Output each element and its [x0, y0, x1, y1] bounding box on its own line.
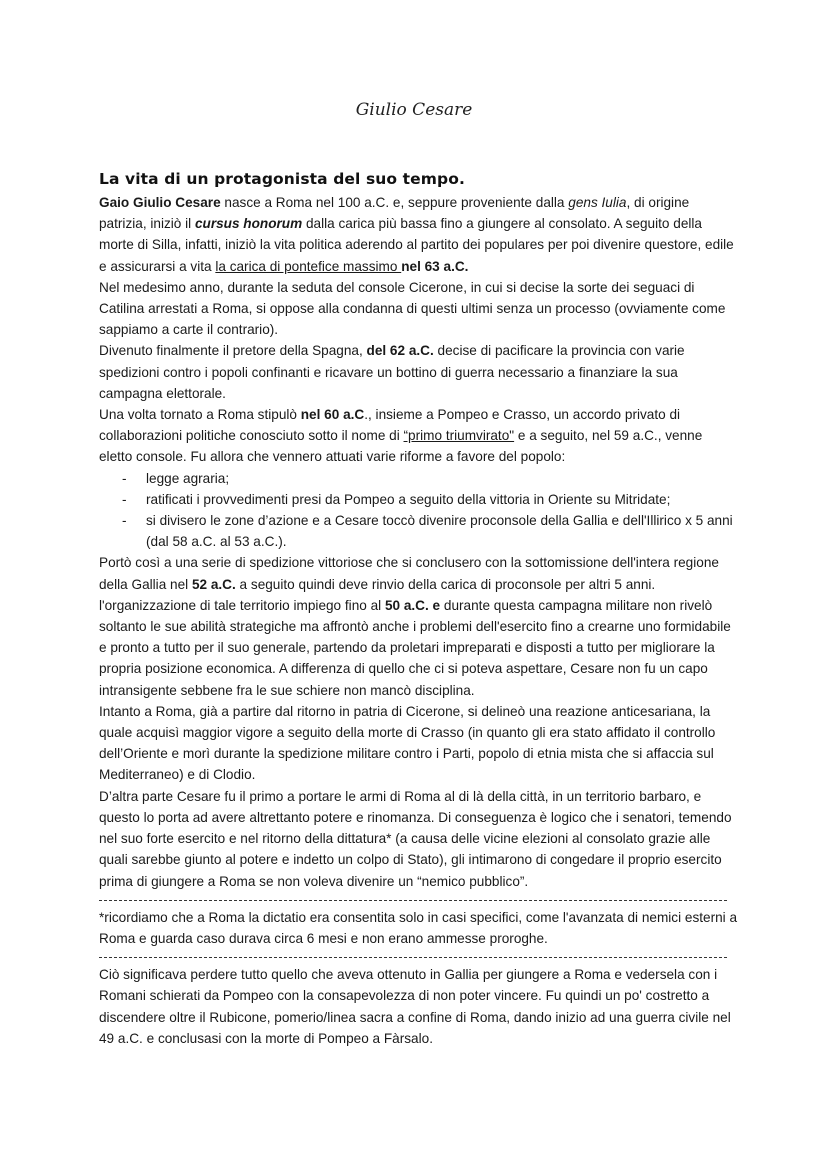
- document-title: Giulio Cesare: [355, 100, 473, 120]
- footnote-text: *ricordiamo che a Roma la dictatio era consentita solo in casi specifici, come l'avanzata di nemici esterni a Roma e guarda caso durava circa 6 mesi e non erano ammesse proroghe.: [99, 909, 738, 946]
- dash-bullet-icon: -: [122, 491, 127, 507]
- bolditalic-cursus: cursus honorum: [194, 216, 303, 232]
- underlined-triumvirato: “primo triumvirato": [403, 428, 515, 444]
- underlined-pontefice: la carica di pontefice massimo: [215, 258, 402, 274]
- italic-gens: gens Iulia: [568, 195, 627, 210]
- bold-name: Gaio Giulio Cesare: [99, 195, 221, 210]
- paragraph-anticesariana: Intanto a Roma, già a partire dal ritorno in patria di Cicerone, si delineò una reazione anticesariana, la quale acquisì maggior vigore a seguito della morte di Crasso (in quanto gli era stato affidato il controllo dell’Oriente e morì durante la spedizione militare contro i Parti, popolo di etnia mista che si affaccia sul Mediterraneo) e di Clodio.: [99, 703, 716, 783]
- paragraph-rubicone: Ciò significava perdere tutto quello che aveva ottenuto in Gallia per giungere a Roma e vedersela con i Romani schierati da Pompeo con la consapevolezza di non poter vincere. Fu quindi un po' costretto a discendere oltre il Rubicone, pomerio/linea sacra a confine di Roma, dando inizio ad una guerra civile nel 49 a.C. e conclusasi con la morte di Pompeo a Fàrsalo.: [99, 967, 731, 1046]
- dash-bullet-icon: -: [122, 513, 127, 529]
- paragraph-birth: Gaio Giulio Cesare nasce a Roma nel 100 a.C. e, seppure proveniente dalla gens Iulia, di origine patrizia, iniziò il cursus honorum dalla carica più bassa fino a giungere al consolato. A seguito della morte di Silla, infatti, iniziò la vita politica aderendo al partito dei populares per poi divenire questore, edile e assicurarsi a vita la carica di pontefice massimo nel 63 a.C.: [99, 195, 734, 274]
- bold-date-63: nel 63 a.C.: [401, 258, 469, 274]
- paragraph-senatori: D’altra parte Cesare fu il primo a portare le armi di Roma al di là della città, in un territorio barbaro, e questo lo porta ad avere altrettanto potere e rinomanza. Di conseguenza è logico che i senatori, temendo nel suo forte esercito e nel ritorno della dittatura* (a causa delle vicine elezioni al consolato grazie alle quali sarebbe giunto al potere e indetto un colpo di Stato), gli intimarono di congedare il proprio esercito prima di giungere a Roma se non voleva divenire un “nemico pubblico”.: [99, 788, 732, 889]
- divider-top: [99, 900, 727, 901]
- dash-bullet-icon: -: [122, 470, 127, 486]
- paragraph-catilina: Nel medesimo anno, durante la seduta del console Cicerone, in cui si decise la sorte dei seguaci di Catilina arrestati a Roma, si oppose alla condanna di questi ultimi senza un processo (ovviamente come sappiamo a carte il contrario).: [99, 279, 726, 338]
- reforms-list: [99, 468, 739, 553]
- list-item: - si divisero le zone d’azione e a Cesare toccò divenire proconsole della Gallia e dell'Illirico x 5 anni (dal 58 a.C. al 53 a.C.).: [146, 510, 739, 552]
- document-body: [99, 192, 739, 1049]
- divider-bottom: [99, 957, 727, 958]
- list-item: - ratificati i provvedimenti presi da Pompeo a seguito della vittoria in Oriente su Mitridate;: [146, 489, 739, 510]
- paragraph-triumvirato: Una volta tornato a Roma stipulò nel 60 a.C., insieme a Pompeo e Crasso, un accordo privato di collaborazioni politiche conosciuto sotto il nome di “primo triumvirato" e a seguito, nel 59 a.C., venne eletto console. Fu allora che vennero attuati varie riforme a favore del popolo:: [99, 407, 703, 465]
- bold-date-62: del 62 a.C.: [366, 343, 434, 359]
- bold-date-60: nel 60 a.C: [300, 407, 365, 423]
- bold-date-52: 52 a.C.: [191, 576, 236, 592]
- footnote: [99, 907, 739, 949]
- paragraph-spagna: Divenuto finalmente il pretore della Spagna, del 62 a.C. decise di pacificare la provincia con varie spedizioni contro i popoli confinanti e ricavare un bottino di guerra necessario a finanziare la sua campagna elettorale.: [99, 343, 685, 401]
- bold-date-50: 50 a.C. e: [384, 597, 441, 613]
- paragraph-gallia: Portò così a una serie di spedizione vittoriose che si conclusero con la sottomissione dell'intera regione della Gallia nel 52 a.C. a seguito quindi deve rinvio della carica di proconsole per altri 5 anni. l'organizzazione di tale territorio impiego fino al 50 a.C. e durante questa campagna militare non rivelò soltanto le sue abilità strategiche ma affrontò anche i problemi dell'esercito fino a crearne uno formidabile e pronto a tutto per il suo generale, partendo da proletari impreparati e disposti a tutto per migliorare la propria posizione economica. A differenza di quello che ci si poteva aspettare, Cesare non fu un capo intransigente sebbene fra le sue schiere non mancò disciplina.: [99, 555, 731, 698]
- list-item: - legge agraria;: [146, 468, 739, 489]
- section-heading: La vita di un protagonista del suo tempo.: [99, 170, 465, 188]
